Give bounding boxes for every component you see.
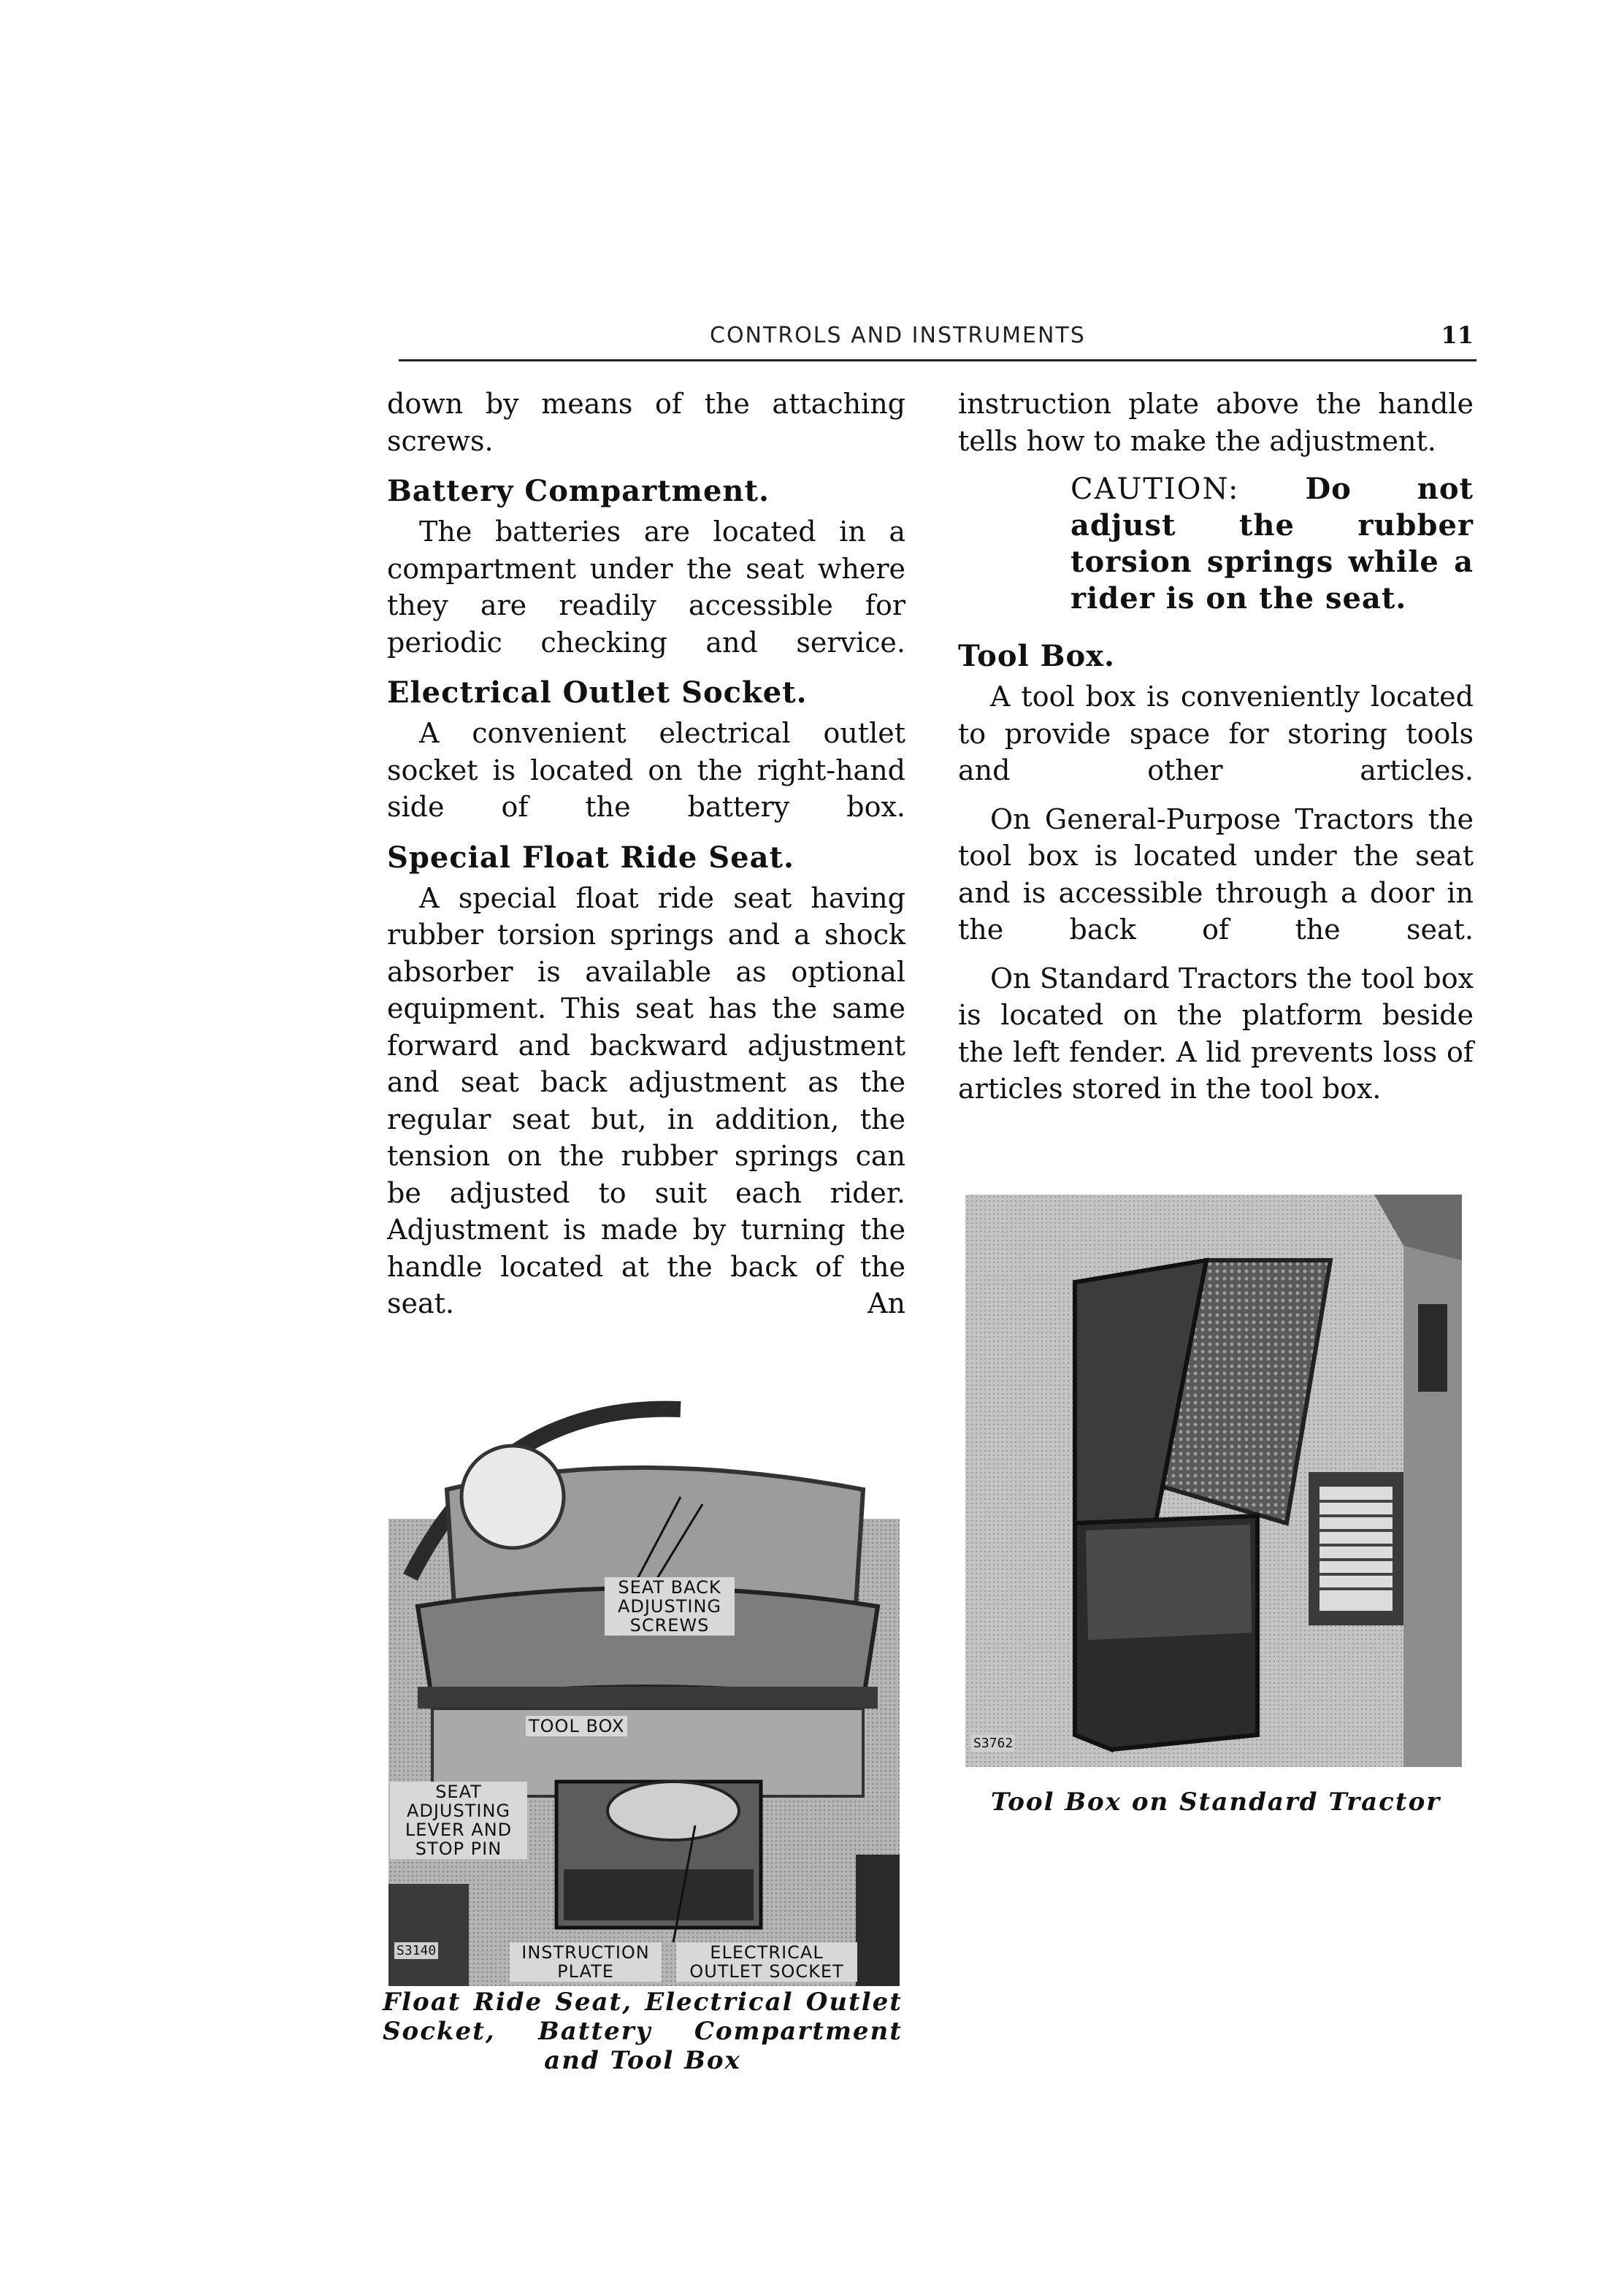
caution-text: Do not adjust the rubber torsion springs while a rider is on the seat.: [1070, 472, 1474, 616]
figure-number-left: S3140: [394, 1942, 438, 1959]
caption-left: Float Ride Seat, Electrical Outlet Socket, Battery Compartment and Tool Box: [383, 1988, 903, 2075]
battery-heading: Battery Compartment.: [387, 474, 770, 508]
left-column: [387, 386, 905, 1334]
running-head: [399, 321, 1476, 361]
caution-note: [1070, 471, 1474, 617]
label-seat-back-screws: SEAT BACK ADJUSTING SCREWS: [605, 1577, 735, 1636]
label-seat-adjusting-lever: SEAT ADJUSTING LEVER AND STOP PIN: [390, 1782, 527, 1859]
seat-heading: Special Float Ride Seat.: [387, 840, 794, 875]
right-column: [958, 386, 1474, 1119]
toolbox-paragraph-1: A tool box is conveniently located to provide space for storing tools and other articles.: [958, 681, 1474, 786]
section-title: CONTROLS AND INSTRUMENTS: [710, 323, 1086, 348]
label-tool-box: TOOL BOX: [526, 1716, 627, 1736]
toolbox-paragraph-2: On General-Purpose Tractors the tool box is located under the seat and is accessible through a door in the back of the seat.: [958, 802, 1474, 946]
tool-box-photo: [965, 1195, 1462, 1767]
float-ride-seat-photo: [388, 1387, 900, 1986]
caption-right: Tool Box on Standard Tractor: [990, 1787, 1441, 1817]
label-instruction-plate: INSTRUCTION PLATE: [510, 1942, 662, 1982]
toolbox-photo-illustration: [965, 1195, 1462, 1767]
outlet-heading: Electrical Outlet Socket.: [387, 675, 808, 710]
continued-paragraph: down by means of the attaching screws.: [387, 388, 905, 457]
continued-paragraph-right: instruction plate above the handle tells how to make the adjustment.: [958, 388, 1474, 457]
toolbox-heading: Tool Box.: [958, 639, 1115, 673]
figure-number-right: S3762: [971, 1735, 1015, 1752]
battery-paragraph: The batteries are located in a compartment under the seat where they are readily accessible for periodic checking and service.: [387, 516, 905, 659]
seat-photo-illustration: [388, 1387, 900, 1986]
caution-label: CAUTION:: [1070, 472, 1240, 506]
page-number: 11: [1441, 321, 1474, 349]
outlet-paragraph: A convenient electrical outlet socket is located on the right-hand side of the battery box.: [387, 717, 905, 823]
label-outlet-socket: ELECTRICAL OUTLET SOCKET: [676, 1942, 857, 1982]
seat-paragraph: A special float ride seat having rubber torsion springs and a shock absorber is available as optional equipment. This seat has the same forward and backward adjustment and seat back adjustment as the regular seat but, in addition, the tension on the rubber springs can be adjusted to suit each rider. Adjustment is made by turning the handle located at the back of the seat. An: [387, 881, 905, 1319]
toolbox-paragraph-3: On Standard Tractors the tool box is located on the platform beside the left fender. A lid prevents loss of articles stored in the tool box.: [958, 962, 1474, 1105]
